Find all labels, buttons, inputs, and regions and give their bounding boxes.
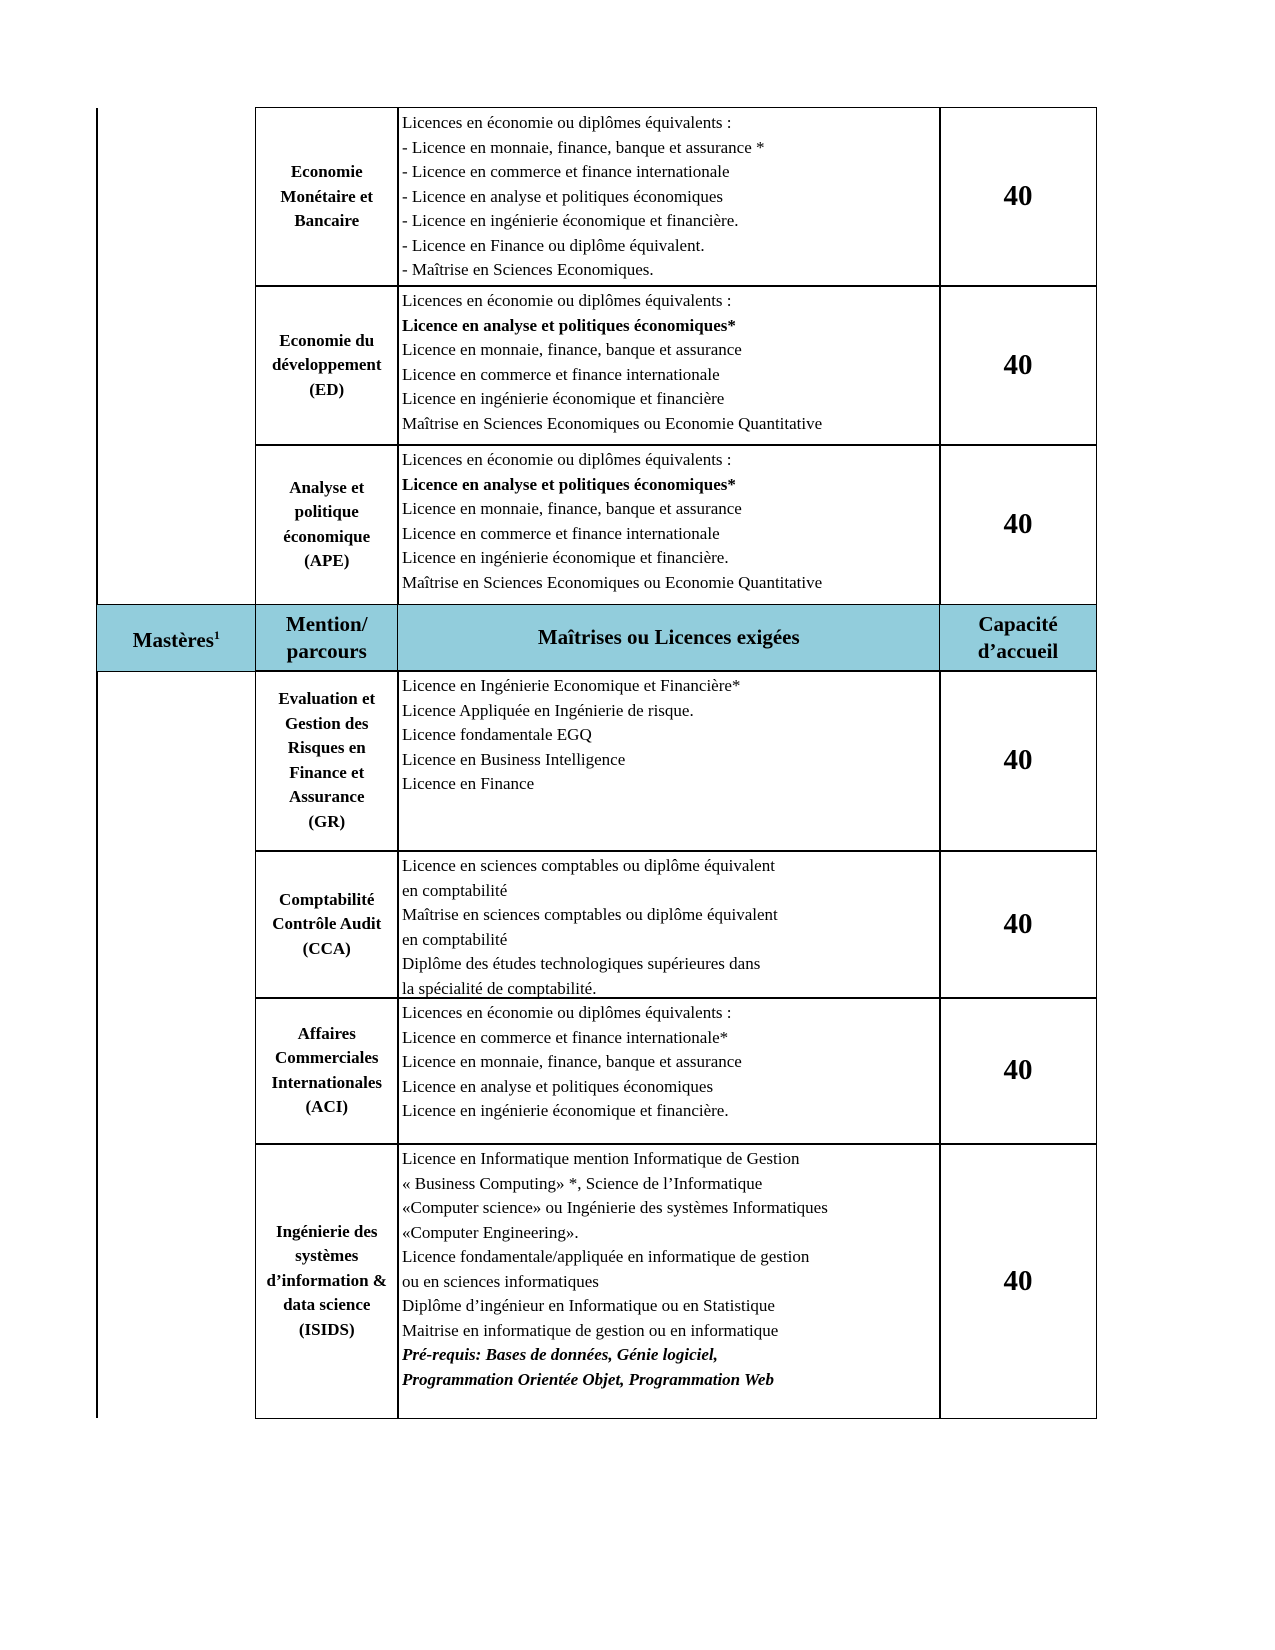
capacity-gr: 40 [939,670,1097,852]
requirements-emb: Licences en économie ou diplômes équivalents : - Licence en monnaie, finance, banque et assurance * - Licence en commerce et finance internationale - Licence en analyse et politiques économiques - Licence en ingénierie économique et financière. - Licence en Finance ou diplôme équivalent. - Maîtrise en Sciences Economiques. [397,107,941,287]
requirements-ed: Licences en économie ou diplômes équivalents : Licence en analyse et politiques économiques* Licence en monnaie, finance, banque et assurance Licence en commerce et finance internationale Licence en ingénierie économique et financière Maîtrise en Sciences Economiques ou Economie Quantitative [397,285,941,446]
mention-emb: Economie Monétaire et Bancaire [255,107,399,287]
requirements-gr: Licence en Ingénierie Economique et Financière* Licence Appliquée en Ingénierie de risque. Licence fondamentale EGQ Licence en Business Intelligence Licence en Finance [397,670,941,852]
left-border-top [96,108,98,606]
mention-gr: Evaluation et Gestion des Risques en Finance et Assurance (GR) [255,670,399,852]
mention-ape: Analyse et politique économique (APE) [255,444,399,606]
header-mention: Mention/ parcours [255,604,399,672]
requirements-cca: Licence en sciences comptables ou diplôme équivalent en comptabilité Maîtrise en sciences comptables ou diplôme équivalent en comptabilité Diplôme des études technologiques supérieures dans la spécialité de comptabilité. [397,850,941,999]
mention-ed: Economie du développement (ED) [255,285,399,446]
capacity-emb: 40 [939,107,1097,287]
mention-cca: Comptabilité Contrôle Audit (CCA) [255,850,399,999]
mention-aci: Affaires Commerciales Internationales (ACI) [255,997,399,1145]
requirements-aci: Licences en économie ou diplômes équivalents : Licence en commerce et finance internationale* Licence en monnaie, finance, banque et assurance Licence en analyse et politiques économiques Licence en ingénierie économique et financière. [397,997,941,1145]
requirements-isids: Licence en Informatique mention Informatique de Gestion « Business Computing» *, Science de l’Informatique «Computer science» ou Ingénierie des systèmes Informatiques «Computer Engineering». Licence fondamentale/appliquée en informatique de gestion ou en sciences informatiques Diplôme d’ingénieur en Informatique ou en Statistique Maitrise en informatique de gestion ou en informatique Pré-requis: Bases de données, Génie logiciel, Programmation Orientée Objet, Programmation Web [397,1143,941,1419]
header-masteres: Mastères$^1$ [96,604,257,672]
capacity-ed: 40 [939,285,1097,446]
header-requirements: Maîtrises ou Licences exigées [397,604,941,672]
left-border-bottom [96,670,98,1418]
header-capacity: Capacité d’accueil [939,604,1097,672]
capacity-cca: 40 [939,850,1097,999]
capacity-aci: 40 [939,997,1097,1145]
requirements-ape: Licences en économie ou diplômes équivalents : Licence en analyse et politiques économiques* Licence en monnaie, finance, banque et assurance Licence en commerce et finance internationale Licence en ingénierie économique et financière. Maîtrise en Sciences Economiques ou Economie Quantitative [397,444,941,606]
capacity-isids: 40 [939,1143,1097,1419]
mention-isids: Ingénierie des systèmes d’information & data science (ISIDS) [255,1143,399,1419]
capacity-ape: 40 [939,444,1097,606]
